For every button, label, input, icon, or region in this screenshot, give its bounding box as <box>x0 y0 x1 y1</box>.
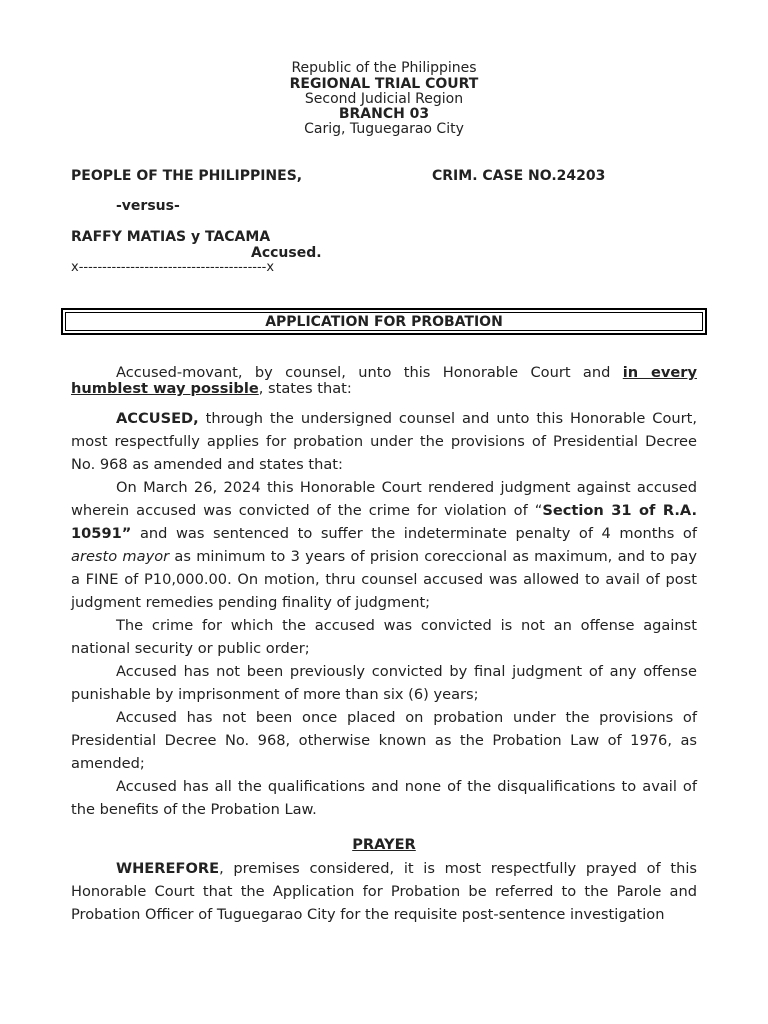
header-republic: Republic of the Philippines <box>291 60 477 76</box>
header-location: Carig, Tuguegarao City <box>304 121 464 137</box>
paragraph-judgment <box>71 476 697 614</box>
intro-paragraph <box>71 365 697 397</box>
para2-italic: aresto mayor <box>71 548 170 565</box>
prayer-heading: PRAYER <box>352 836 416 853</box>
paragraph-accused <box>71 407 697 476</box>
para1-text: through the undersigned counsel and unto this Honorable Court, most respectfully applies for probation under the provisions of Presidential Decree No. 968 as amended and states that: <box>71 410 697 473</box>
header-branch: BRANCH 03 <box>338 106 430 122</box>
versus-label: -versus- <box>116 198 180 214</box>
title-box <box>61 308 707 335</box>
accused-label: Accused. <box>251 245 322 261</box>
prayer-paragraph <box>71 857 697 926</box>
accused-name: RAFFY MATIAS y TACAMA <box>71 229 271 245</box>
plaintiff-name: PEOPLE OF THE PHILIPPINES, <box>71 168 303 184</box>
document-title: APPLICATION FOR PROBATION <box>65 312 703 331</box>
intro-tail: , states that: <box>258 380 352 397</box>
paragraph-prior-conviction: Accused has not been previously convicted by final judgment of any offense punishable by imprisonment of more than six (6) years; <box>71 663 697 703</box>
prayer-text: , premises considered, it is most respectfully prayed of this Honorable Court that the Application for Probation be referred to the Parole and Probation Officer of Tuguegarao City for the requisite post-sentence investigation <box>71 860 697 923</box>
paragraph-offense: The crime for which the accused was convicted is not an offense against national security or public order; <box>71 617 697 657</box>
header-region: Second Judicial Region <box>304 91 464 107</box>
paragraph-qualifications: Accused has all the qualifications and none of the disqualifications to avail of the benefits of the Probation Law. <box>71 778 697 818</box>
intro-emphasis: in every humblest way possible <box>71 364 697 397</box>
para2-text2: and was sentenced to suffer the indeterminate penalty of 4 months of <box>131 525 697 542</box>
para1-bold: ACCUSED, <box>116 410 199 427</box>
para2-text1: On March 26, 2024 this Honorable Court rendered judgment against accused wherein accused was convicted of the crime for violation of “ <box>71 479 697 519</box>
intro-text: Accused-movant, by counsel, unto this Honorable Court and <box>116 364 623 381</box>
caption-separator: x----------------------------------------x <box>71 260 275 275</box>
case-number: CRIM. CASE NO.24203 <box>432 168 606 184</box>
paragraph-prior-probation: Accused has not been once placed on probation under the provisions of Presidential Decree No. 968, otherwise known as the Probation Law of 1976, as amended; <box>71 709 697 772</box>
header-court: REGIONAL TRIAL COURT <box>289 76 479 92</box>
prayer-bold: WHEREFORE <box>116 860 220 877</box>
para2-bold: Section 31 of R.A. 10591” <box>71 502 697 542</box>
para2-text3: as minimum to 3 years of prision coreccional as maximum, and to pay a FINE of P10,000.00. On motion, thru counsel accused was allowed to avail of post judgment remedies pending finality of judgment; <box>71 548 698 611</box>
